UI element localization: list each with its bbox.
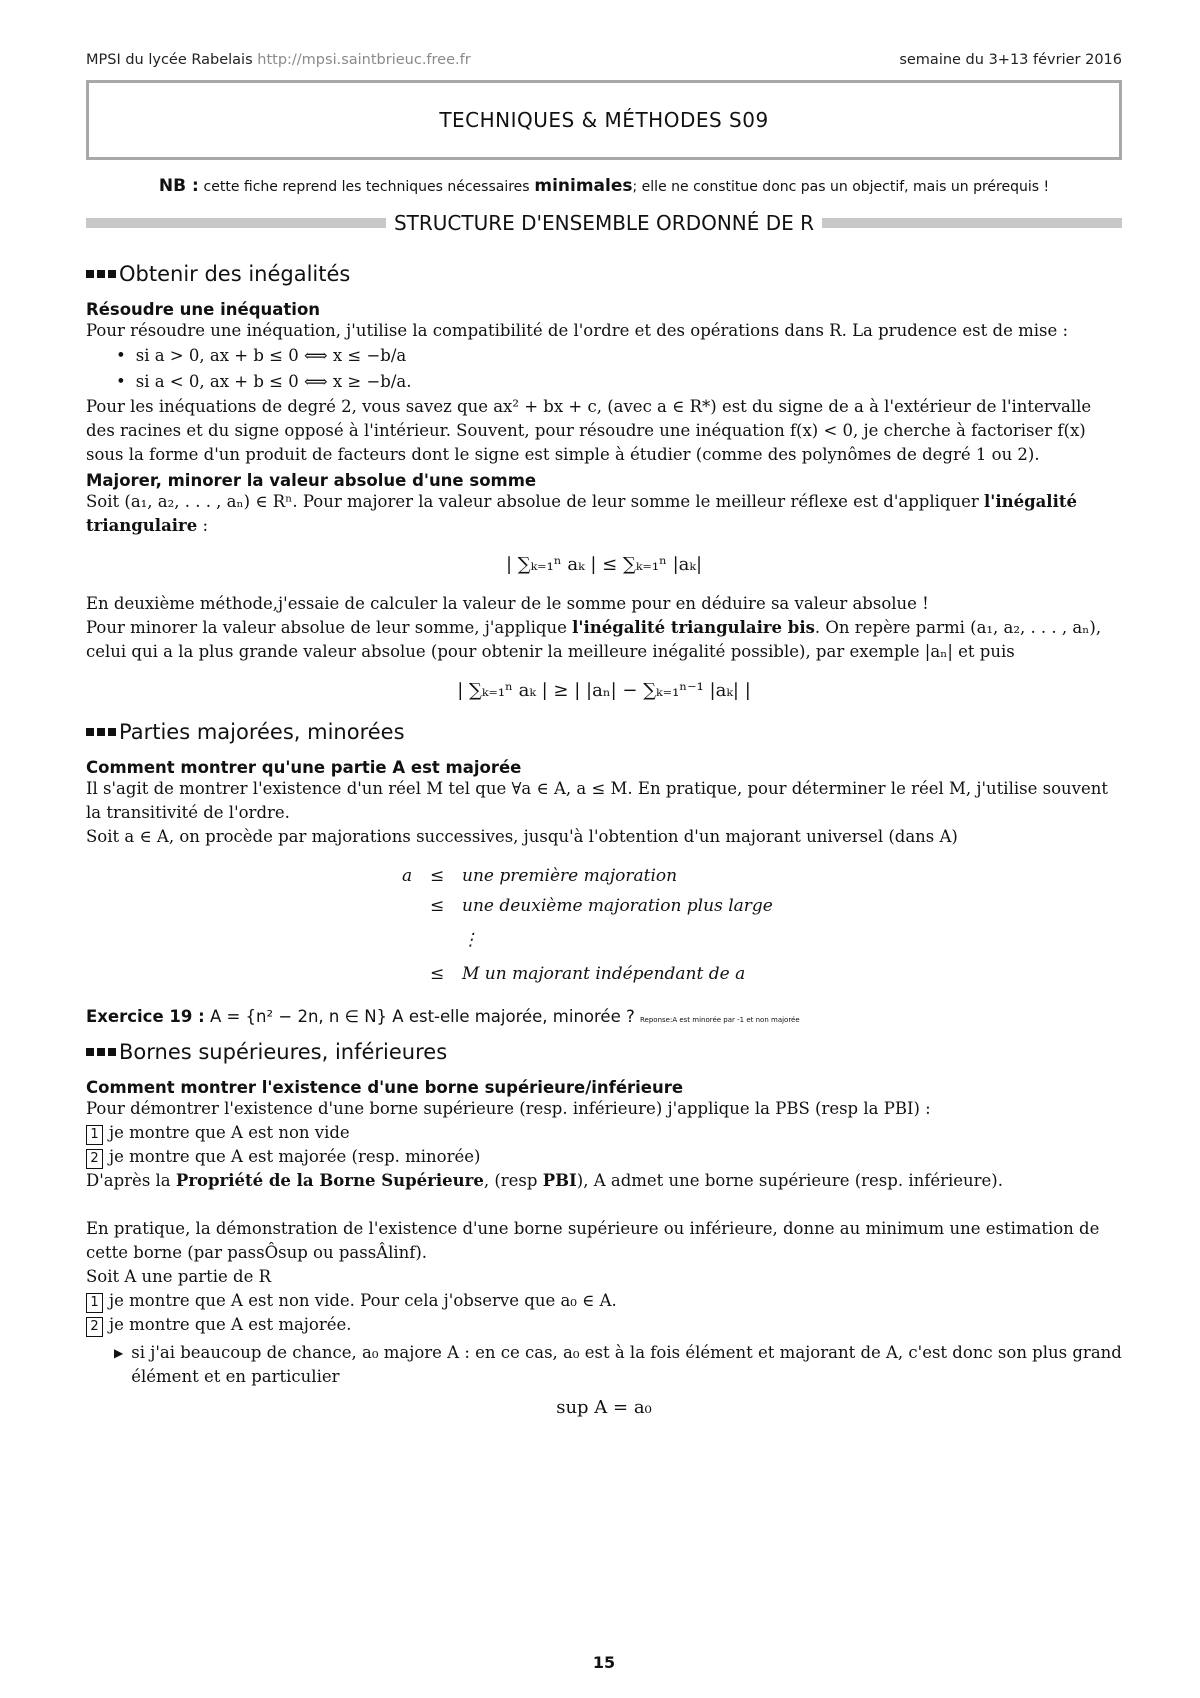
chain-row (402, 891, 1122, 921)
text: ), A admet une borne supérieure (resp. inférieure). (576, 1171, 1003, 1190)
title-box (86, 80, 1122, 160)
section-bar-right (822, 218, 1122, 228)
formula-triangular-bis: | ∑ₖ₌₁ⁿ aₖ | ≥ | |aₙ| − ∑ₖ₌₁ⁿ⁻¹ |aₖ| | (457, 680, 751, 701)
page (86, 52, 1122, 1672)
heading-resoudre: Résoudre une inéquation (86, 300, 321, 319)
chain-rhs: une deuxième majoration plus large (462, 896, 773, 916)
step-number: 1 (86, 1125, 103, 1145)
triangle-bullet-icon: ▶ (114, 1346, 124, 1360)
list-item: • si a > 0, ax + b ≤ 0 ⟺ x ≤ −b/a (116, 343, 1122, 369)
header-date: semaine du 3+13 février 2016 (899, 52, 1122, 68)
list-item: • si a < 0, ax + b ≤ 0 ⟺ x ≥ −b/a. (116, 369, 1122, 395)
bullet-list (86, 343, 1122, 395)
subsection-title: Obtenir des inégalités (119, 262, 351, 286)
paragraph: Il s'agit de montrer l'existence d'un réel M tel que ∀a ∈ A, a ≤ M. En pratique, pour déterminer le réel M, j'utilise souvent la transitivité de l'ordre. (86, 779, 1108, 822)
chain-row (402, 861, 1122, 891)
square-bullet-icon (108, 1048, 116, 1056)
paragraph: Pour les inéquations de degré 2, vous savez que ax² + bx + c, (avec a ∈ R*) est du signe de a à l'extérieur de l'intervalle des racines et du signe opposé à l'intérieur. Souvent, pour résoudre une inéquation f(x) < 0, je cherche à factoriser f(x) sous la forme d'un produit de facteurs dont le signe est simple à étudier (comme des polynômes de degré 1 ou 2). (86, 397, 1092, 464)
paragraph: Soit a ∈ A, on procède par majorations successives, jusqu'à l'obtention d'un majorant universel (dans A) (86, 827, 958, 846)
subsection-heading-parties (86, 720, 1122, 744)
text: . On repère parmi (a₁, a₂, . . . , aₙ), celui qui a la plus grande valeur absolue (pour obtenir la meilleure inégalité possible), par exemple |aₙ| et puis (86, 618, 1102, 661)
heading-majoree: Comment montrer qu'une partie A est majorée (86, 758, 522, 777)
nb-text-1: cette fiche reprend les techniques nécessaires (203, 179, 530, 195)
chain-lhs: a (402, 866, 413, 886)
paragraph: En deuxième méthode,j'essaie de calculer la valeur de le somme pour en déduire sa valeur absolue ! (86, 594, 929, 613)
section-title: STRUCTURE D'ENSEMBLE ORDONNÉ DE R (393, 211, 815, 235)
square-bullet-icon (108, 728, 116, 736)
paragraph: En pratique, la démonstration de l'existence d'une borne supérieure ou inférieure, donne au minimum une estimation de cette borne (par passÔsup ou passÂlinf). (86, 1219, 1100, 1262)
paragraph (86, 1169, 1122, 1193)
exercise-answer: Reponse:A est minorée par -1 et non majorée (639, 1016, 800, 1024)
nb-label: NB : (158, 176, 199, 196)
step-number: 2 (86, 1149, 103, 1169)
item-text: si j'ai beaucoup de chance, a₀ majore A : en ce cas, a₀ est à la fois élément et majorant de A, c'est donc son plus grand élément et en particulier (131, 1343, 1122, 1386)
exercise-label: Exercice 19 : (86, 1007, 205, 1026)
step-text: je montre que A est non vide. Pour cela j'observe que a₀ ∈ A. (109, 1291, 617, 1310)
text: Soit (a₁, a₂, . . . , aₙ) ∈ Rⁿ. Pour majorer la valeur absolue de leur somme le meilleur réflexe est d'appliquer (86, 492, 979, 511)
header-left (86, 52, 471, 74)
subsection-heading-bornes (86, 1040, 1122, 1064)
paragraph: Soit A une partie de R (86, 1267, 272, 1286)
chain-rel: ≤ (430, 896, 445, 916)
running-header (86, 52, 1122, 74)
numbered-step (86, 1313, 1122, 1337)
exercise-19 (86, 1007, 1122, 1026)
strong-text: Propriété de la Borne Supérieure (175, 1171, 484, 1190)
subsection-heading-inegalites (86, 262, 1122, 286)
square-bullet-icon (97, 270, 105, 278)
chain-row (402, 921, 1122, 959)
strong-text: l'inégalité triangulaire bis (572, 618, 815, 637)
chain-rel: ≤ (430, 964, 445, 984)
square-bullet-icon (86, 728, 94, 736)
exercise-text: A = {n² − 2n, n ∈ N} A est-elle majorée, minorée ? (209, 1007, 635, 1026)
triangle-item (86, 1341, 1122, 1389)
chain-rel: ≤ (430, 866, 445, 886)
chain-rhs: M un majorant indépendant de a (462, 964, 746, 984)
text: , (resp (483, 1171, 538, 1190)
step-text: je montre que A est majorée. (109, 1315, 352, 1334)
subsection-title: Bornes supérieures, inférieures (119, 1040, 448, 1064)
paragraph: Pour démontrer l'existence d'une borne supérieure (resp. inférieure) j'applique la PBS (resp la PBI) : (86, 1099, 931, 1118)
paragraph (86, 616, 1122, 664)
step-number: 1 (86, 1293, 103, 1313)
step-text: je montre que A est majorée (resp. minorée) (109, 1147, 481, 1166)
subsection-title: Parties majorées, minorées (119, 720, 405, 744)
formula-sup: sup A = a₀ (556, 1397, 652, 1418)
section-bar-left (86, 218, 386, 228)
numbered-step (86, 1289, 1122, 1313)
square-bullet-icon (86, 270, 94, 278)
document-title: TECHNIQUES & MÉTHODES S09 (439, 108, 769, 132)
text: D'après la (86, 1171, 171, 1190)
square-bullet-icon (86, 1048, 94, 1056)
square-bullet-icon (97, 728, 105, 736)
nb-note (86, 176, 1122, 196)
square-bullet-icon (108, 270, 116, 278)
nb-text-2: ; elle ne constitue donc pas un objectif, mais un prérequis ! (632, 179, 1050, 195)
chain-row (402, 959, 1122, 989)
heading-majorer: Majorer, minorer la valeur absolue d'une somme (86, 471, 537, 490)
paragraph: Pour résoudre une inéquation, j'utilise la compatibilité de l'ordre et des opérations dans R. La prudence est de mise : (86, 321, 1069, 340)
paragraph (86, 490, 1122, 538)
numbered-step (86, 1121, 1122, 1145)
nb-strong: minimales (534, 176, 633, 196)
strong-text: PBI (542, 1171, 577, 1190)
formula-triangular: | ∑ₖ₌₁ⁿ aₖ | ≤ ∑ₖ₌₁ⁿ |aₖ| (505, 554, 703, 575)
page-number: 15 (592, 1653, 616, 1672)
text: : (202, 516, 209, 535)
header-school: MPSI du lycée Rabelais (86, 52, 253, 68)
section-banner (86, 210, 1122, 236)
majoration-chain (402, 861, 1122, 989)
header-url[interactable]: http://mpsi.saintbrieuc.free.fr (257, 52, 471, 68)
step-number: 2 (86, 1317, 103, 1337)
chain-rhs: une première majoration (462, 866, 678, 886)
strong-text: l'inégalité triangulaire (86, 492, 1077, 535)
heading-borne: Comment montrer l'existence d'une borne supérieure/inférieure (86, 1078, 684, 1097)
chain-rhs: ⋮ (462, 930, 479, 950)
numbered-step (86, 1145, 1122, 1169)
text: Pour minorer la valeur absolue de leur somme, j'applique (86, 618, 567, 637)
square-bullet-icon (97, 1048, 105, 1056)
step-text: je montre que A est non vide (109, 1123, 350, 1142)
